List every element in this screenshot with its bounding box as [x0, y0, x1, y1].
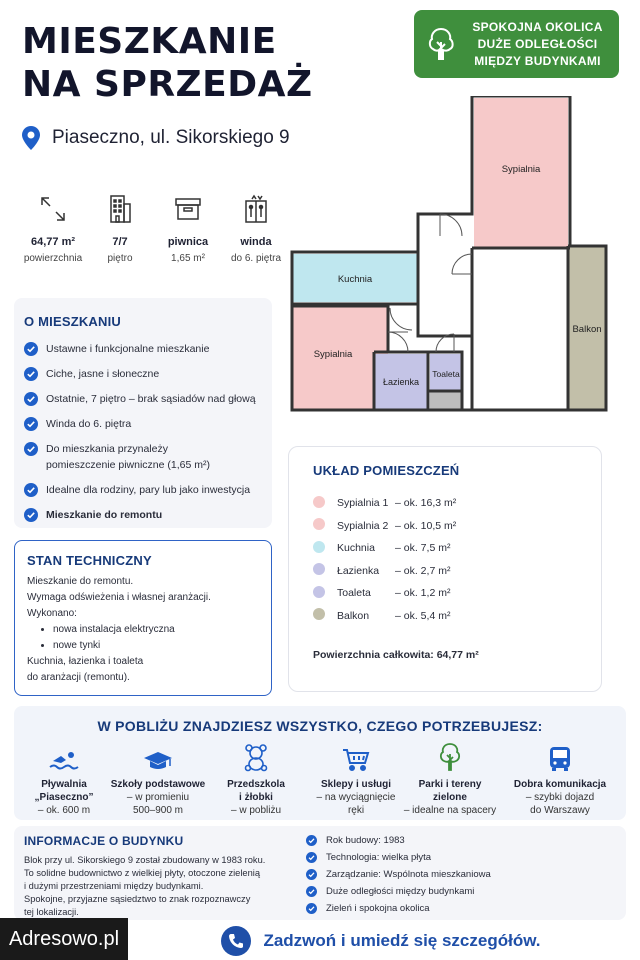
- color-dot: [313, 496, 325, 508]
- nearby-desc: – w promieniu: [126, 792, 190, 803]
- list-item: [24, 482, 262, 498]
- tech-bullet: • nowe tynki: [53, 638, 261, 654]
- graduation-cap-icon: [143, 750, 173, 772]
- nearby-item-transport: [510, 738, 610, 817]
- check-circle-icon: [24, 342, 38, 356]
- list-item: [24, 341, 262, 357]
- expand-arrows-icon: [39, 195, 67, 223]
- badge-line-1: SPOKOJNA OKOLICA: [472, 19, 603, 34]
- phone-icon: [221, 926, 251, 956]
- title-line-2: NA SPRZEDAŻ: [22, 64, 313, 105]
- nearby-item-pool: [14, 738, 114, 817]
- spec-value: winda: [240, 236, 272, 248]
- storage-box-icon: [174, 196, 202, 222]
- about-item: Ostatnie, 7 piętro – brak sąsiadów nad głową: [46, 393, 256, 405]
- tech-line: do aranżacji (remontu).: [27, 672, 130, 683]
- nearby-item-parks: [400, 738, 500, 817]
- nearby-title-line: Sklepy i usługi: [320, 779, 392, 790]
- room-name: Kuchnia: [337, 542, 375, 555]
- call-button[interactable]: [136, 922, 626, 960]
- check-circle-icon: [306, 835, 317, 846]
- spec-label: piętro: [107, 253, 133, 264]
- label-balkon: Balkon: [572, 324, 602, 335]
- spec-storage: [154, 192, 222, 264]
- tree-icon: [438, 742, 462, 772]
- swimmer-icon: [49, 750, 79, 772]
- shopping-cart-icon: [342, 748, 370, 772]
- label-sypialnia-1: Sypialnia: [501, 164, 541, 175]
- spec-label: 1,65 m²: [171, 253, 205, 264]
- nearby-title: W POBLIŻU ZNAJDZIESZ WSZYSTKO, CZEGO POTRZEBUJESZ:: [97, 718, 543, 734]
- building-fact: Rok budowy: 1983: [326, 835, 405, 846]
- floor-plan: [290, 96, 610, 416]
- building-fact: Zieleń i spokojna okolica: [326, 903, 430, 914]
- color-dot: [313, 586, 325, 598]
- list-item: [306, 883, 491, 900]
- list-item: [24, 441, 262, 473]
- nearby-desc: ręki: [347, 805, 365, 816]
- tech-title: STAN TECHNICZNY: [27, 553, 152, 568]
- nearby-desc: 500–900 m: [132, 805, 184, 816]
- table-row: [313, 582, 456, 605]
- check-circle-icon: [306, 852, 317, 863]
- room-name: Sypialnia 2: [337, 519, 389, 532]
- tech-line: Wymaga odświeżenia i własnej aranżacji.: [27, 592, 211, 603]
- room-area: – ok. 10,5 m²: [395, 519, 457, 532]
- room-area: – ok. 2,7 m²: [395, 564, 451, 577]
- call-button-label: Zadzwoń i umiedź się szczegółów.: [263, 931, 541, 950]
- teddy-bear-icon: [243, 744, 269, 772]
- check-circle-icon: [24, 417, 38, 431]
- tech-bullet: • nowa instalacja elektryczna: [53, 622, 261, 638]
- title-line-1: MIESZKANIE: [22, 21, 277, 62]
- building-fact: Technologia: wielka płyta: [326, 852, 432, 863]
- specs-row: [20, 192, 290, 264]
- nearby-desc: – w pobliżu: [230, 805, 282, 816]
- nearby-title-line: Parki i tereny: [418, 779, 482, 790]
- rooms-table: [313, 492, 456, 627]
- building-text-line: i dużymi przestrzeniami między budynkami.: [24, 881, 204, 891]
- green-badge: [414, 10, 619, 78]
- check-circle-icon: [306, 903, 317, 914]
- spec-value: 7/7: [112, 236, 128, 248]
- list-item: [24, 507, 262, 523]
- about-title: O MIESZKANIU: [24, 314, 122, 329]
- spec-label: powierzchnia: [23, 253, 83, 264]
- watermark-logo: Adresowo.pl: [0, 918, 128, 960]
- check-circle-icon: [24, 442, 38, 456]
- color-dot: [313, 608, 325, 620]
- nearby-title-line: Dobra komunikacja: [513, 779, 607, 790]
- building-panel: [14, 826, 626, 920]
- list-item: [24, 416, 262, 432]
- nearby-title-line: Szkoły podstawowe: [110, 779, 206, 790]
- building-description: [24, 854, 294, 919]
- about-item: Ustawne i funkcjonalne mieszkanie: [46, 343, 210, 355]
- table-row: [313, 605, 456, 628]
- about-item: Winda do 6. piętra: [46, 418, 132, 430]
- label-lazienka: Łazienka: [382, 377, 420, 387]
- nearby-title-line: i żłobki: [239, 792, 273, 803]
- check-circle-icon: [24, 392, 38, 406]
- spec-elevator: [222, 192, 290, 264]
- about-item: Mieszkanie do remontu: [46, 509, 163, 521]
- list-item: [306, 866, 491, 883]
- table-row: [313, 492, 456, 515]
- rooms-title: UKŁAD POMIESZCZEŃ: [313, 463, 460, 478]
- about-item: Ciche, jasne i słoneczne: [46, 368, 160, 380]
- about-item: [46, 441, 210, 473]
- list-item: [306, 832, 491, 849]
- list-item: [24, 391, 262, 407]
- badge-line-2: DUŻE ODLEGŁOŚCI: [477, 36, 598, 51]
- nearby-desc: – idealne na spacery: [403, 805, 497, 816]
- room-name: Toaleta: [337, 587, 371, 600]
- rooms-panel: [288, 446, 602, 692]
- check-circle-icon: [306, 869, 317, 880]
- address-text: Piaseczno, ul. Sikorskiego 9: [52, 127, 290, 148]
- nearby-desc: do Warszawy: [530, 805, 590, 816]
- list-item: [24, 366, 262, 382]
- building-fact: Zarządzanie: Wspólnota mieszkaniowa: [326, 869, 491, 880]
- tech-line: Wykonano:: [27, 608, 77, 619]
- check-circle-icon: [24, 483, 38, 497]
- bus-icon: [548, 746, 572, 772]
- nearby-item-shops: [306, 738, 406, 817]
- spec-label: do 6. piętra: [230, 253, 282, 264]
- nearby-item-kindergarten: [206, 738, 306, 817]
- tech-panel: [14, 540, 272, 696]
- room-area: – ok. 7,5 m²: [395, 542, 451, 555]
- nearby-title-line: zielone: [433, 792, 467, 803]
- about-panel: [14, 298, 272, 528]
- nearby-title-line: „Piaseczno”: [34, 792, 94, 803]
- table-row: [313, 560, 456, 583]
- label-toaleta: Toaleta: [432, 369, 460, 379]
- building-text-line: tej lokalizacji.: [24, 907, 79, 917]
- label-kuchnia: Kuchnia: [337, 274, 373, 285]
- spec-floor: [86, 192, 154, 264]
- building-text-line: To solidne budownictwo z wielkiej płyty, otoczone zielenią: [24, 868, 260, 878]
- address: [22, 126, 290, 150]
- room-name: Balkon: [337, 609, 370, 622]
- color-dot: [313, 563, 325, 575]
- building-fact: Duże odległości między budynkami: [326, 886, 475, 897]
- nearby-panel: [14, 706, 626, 820]
- check-circle-icon: [24, 508, 38, 522]
- nearby-desc: – ok. 600 m: [37, 805, 91, 816]
- room-name: Łazienka: [337, 564, 380, 577]
- room-area: – ok. 1,2 m²: [395, 587, 451, 600]
- nearby-title-line: Pływalnia: [41, 779, 87, 790]
- about-item-line-2: pomieszczenie piwniczne (1,65 m²): [46, 459, 210, 471]
- list-item: [306, 849, 491, 866]
- nearby-desc: – szybki dojazd: [525, 792, 595, 803]
- building-text-line: Blok przy ul. Sikorskiego 9 został zbudowany w 1983 roku.: [24, 855, 266, 865]
- building-icon: [108, 194, 132, 224]
- room-area: – ok. 5,4 m²: [395, 609, 451, 622]
- about-item: Idealne dla rodziny, pary lub jako inwestycja: [46, 484, 251, 496]
- tech-line: Kuchnia, łazienka i toaleta: [27, 656, 144, 667]
- table-row: [313, 515, 456, 538]
- check-circle-icon: [24, 367, 38, 381]
- check-circle-icon: [306, 886, 317, 897]
- badge-line-3: MIĘDZY BUDYNKAMI: [474, 53, 601, 68]
- tech-line: Mieszkanie do remontu.: [27, 576, 134, 587]
- label-sypialnia-2: Sypialnia: [313, 349, 353, 360]
- color-dot: [313, 541, 325, 553]
- room-area: – ok. 16,3 m²: [395, 497, 457, 510]
- elevator-icon: [243, 194, 269, 224]
- spec-area: [20, 192, 86, 264]
- building-title: INFORMACJE O BUDYNKU: [24, 834, 184, 848]
- color-dot: [313, 518, 325, 530]
- spec-value: 64,77 m²: [30, 236, 76, 248]
- nearby-item-schools: [108, 738, 208, 817]
- building-text-line: Spokojne, przyjazne sąsiedztwo to znak rozpoznawczy: [24, 894, 251, 904]
- tree-icon: [426, 26, 456, 62]
- about-item-line-1: Do mieszkania przynależy: [46, 443, 168, 455]
- table-row: [313, 537, 456, 560]
- list-item: [306, 900, 491, 917]
- spec-value: piwnica: [167, 236, 209, 248]
- room-name: Sypialnia 1: [337, 497, 389, 510]
- nearby-desc: – na wyciągnięcie: [316, 792, 396, 803]
- total-area: Powierzchnia całkowita: 64,77 m²: [313, 649, 479, 661]
- nearby-title-line: Przedszkola: [227, 779, 285, 790]
- floor-grey-patch: [430, 392, 462, 409]
- location-pin-icon: [22, 126, 40, 150]
- page-title: [22, 20, 313, 106]
